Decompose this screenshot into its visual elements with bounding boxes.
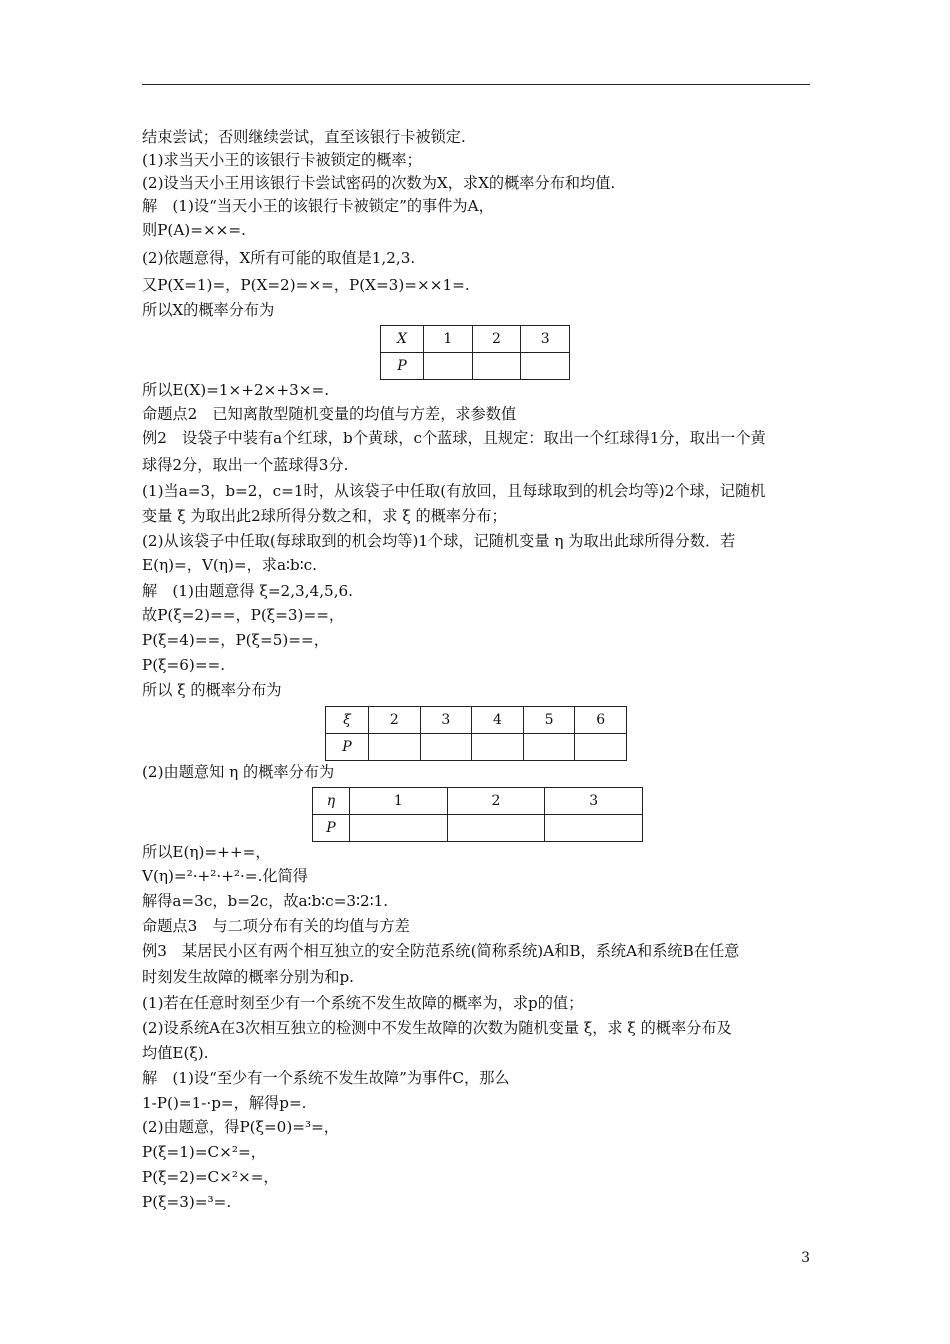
text-line: (2)设系统A在3次相互独立的检测中不发生故障的次数为随机变量 ξ，求 ξ 的概率分布及 — [142, 1019, 732, 1037]
table-cell — [420, 734, 472, 761]
table-cell: P — [342, 739, 352, 755]
section-heading: 命题点3 与二项分布有关的均值与方差 — [142, 917, 410, 935]
table-cell: 3 — [521, 326, 570, 353]
distribution-table-eta — [312, 787, 643, 842]
text-line: 结束尝试；否则继续尝试，直至该银行卡被锁定. — [142, 128, 466, 146]
text-line: 变量 ξ 为取出此2球所得分数之和，求 ξ 的概率分布； — [142, 507, 507, 525]
text-line: (1)求当天小王的该银行卡被锁定的概率； — [142, 151, 422, 169]
text-line: 解 (1)设“当天小王的该银行卡被锁定”的事件为A， — [142, 197, 494, 215]
text-line: 1-P()=1-·p=，解得p=. — [142, 1094, 307, 1112]
text-line: 所以X的概率分布为 — [142, 301, 275, 319]
text-line: 所以 ξ 的概率分布为 — [142, 681, 282, 699]
table-cell: 4 — [472, 707, 524, 734]
table-cell — [472, 353, 521, 380]
text-line: (2)从该袋子中任取(每球取到的机会均等)1个球，记随机变量 η 为取出此球所得分数．若 — [142, 532, 736, 550]
table-cell: P — [397, 358, 407, 374]
table-cell — [424, 353, 473, 380]
table-cell: 2 — [447, 788, 545, 815]
text-line: 例2 设袋子中装有a个红球，b个黄球，c个蓝球，且规定：取出一个红球得1分，取出一个黄 — [142, 429, 766, 447]
text-line: 解得a=3c，b=2c，故a∶b∶c=3∶2∶1. — [142, 892, 389, 910]
text-line: 时刻发生故障的概率分别为和p. — [142, 968, 354, 986]
table-cell — [472, 734, 524, 761]
text-line: 所以E(X)=1×+2×+3×=. — [142, 381, 330, 399]
table-cell: P — [326, 820, 336, 836]
table-cell: X — [397, 331, 407, 347]
text-line: (1)若在任意时刻至少有一个系统不发生故障的概率为，求p的值； — [142, 994, 584, 1012]
text-line: (1)当a=3，b=2，c=1时，从该袋子中任取(有放回，且每球取到的机会均等)2个球，记随机 — [142, 482, 766, 500]
table-cell — [545, 815, 643, 842]
text-line: 例3 某居民小区有两个相互独立的安全防范系统(简称系统)A和B，系统A和系统B在任意 — [142, 942, 740, 960]
text-line: P(ξ=6)==. — [142, 656, 226, 674]
table-cell: 5 — [523, 707, 575, 734]
text-line: 均值E(ξ). — [142, 1044, 209, 1062]
table-cell: 2 — [472, 326, 521, 353]
table-cell — [447, 815, 545, 842]
text-line: P(ξ=3)=³=. — [142, 1193, 232, 1211]
text-line: 故P(ξ=2)==，P(ξ=3)==， — [142, 606, 345, 624]
text-line: 又P(X=1)=，P(X=2)=×=，P(X=3)=××1=. — [142, 276, 470, 294]
distribution-table-x — [380, 325, 570, 380]
table-cell — [523, 734, 575, 761]
section-heading: 命题点2 已知离散型随机变量的均值与方差，求参数值 — [142, 405, 517, 423]
text-line: P(ξ=4)==，P(ξ=5)==， — [142, 631, 329, 649]
text-line: E(η)=，V(η)=，求a∶b∶c. — [142, 556, 317, 574]
table-cell: 3 — [545, 788, 643, 815]
page-number: 3 — [801, 1250, 810, 1266]
table-cell: 1 — [424, 326, 473, 353]
text-line: (2)设当天小王用该银行卡尝试密码的次数为X，求X的概率分布和均值. — [142, 174, 616, 192]
text-line: 解 (1)由题意得 ξ=2,3,4,5,6. — [142, 582, 354, 600]
table-cell — [575, 734, 627, 761]
text-line: (2)由题意，得P(ξ=0)=³=， — [142, 1118, 339, 1136]
text-line: P(ξ=2)=C×²×=， — [142, 1168, 279, 1186]
header-rule — [142, 84, 810, 85]
table-cell: 6 — [575, 707, 627, 734]
distribution-table-xi — [325, 706, 627, 761]
table-cell: 1 — [350, 788, 448, 815]
table-cell: η — [326, 793, 336, 809]
text-line: P(ξ=1)=C×²=， — [142, 1143, 266, 1161]
text-line: (2)由题意知 η 的概率分布为 — [142, 763, 335, 781]
text-line: 解 (1)设“至少有一个系统不发生故障”为事件C，那么 — [142, 1069, 510, 1087]
table-cell — [521, 353, 570, 380]
table-cell: 2 — [369, 707, 421, 734]
text-line: V(η)=²·+²·+²·=.化简得 — [142, 867, 308, 885]
table-cell: ξ — [343, 712, 351, 728]
text-line: (2)依题意得，X所有可能的取值是1,2,3. — [142, 249, 416, 267]
text-line: 所以E(η)=++=， — [142, 843, 271, 861]
table-cell: 3 — [420, 707, 472, 734]
table-cell — [350, 815, 448, 842]
text-line: 球得2分，取出一个蓝球得3分. — [142, 456, 349, 474]
text-line: 则P(A)=××=. — [142, 221, 246, 239]
table-cell — [369, 734, 421, 761]
